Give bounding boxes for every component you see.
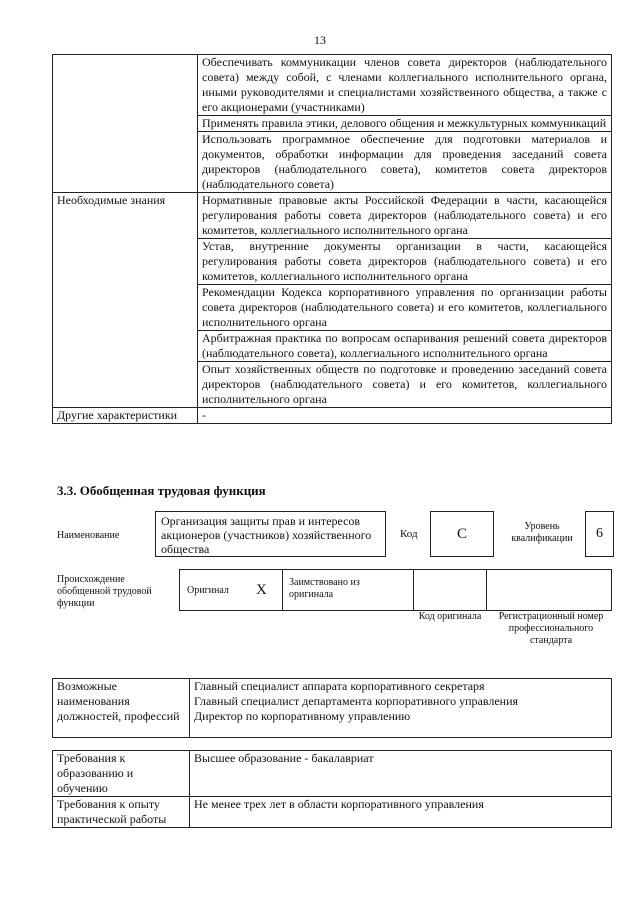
position-item: Директор по корпоративному управлению [194,709,411,723]
education-label: Требования к образованию и обучению [53,751,190,797]
skills-knowledge-table [52,54,612,424]
knowledge-item: Рекомендации Кодекса корпоративного управления по организации работы совета директоров (наблюдательного совета) и его комитетов, коллегиального исполнительного органа [198,285,612,331]
positions-table [52,678,612,738]
borrowed-box [282,569,414,611]
origin-label: Происхождение обобщенной трудовой функции [57,574,152,609]
code-value: C [456,525,467,542]
table-row [53,679,612,738]
code-label: Код [400,528,418,540]
original-label: Оригинал [187,585,229,596]
positions-list [190,679,612,738]
skill-item: Обеспечивать коммуникации членов совета директоров (наблюдательного совета) между собой, с членами коллегиального исполнительного органа, иными руководителями и специалистами хозяйственного общества, а также с его акционерами (участниками) [198,55,612,116]
function-name-value: Организация защиты прав и интересов акционеров (участников) хозяйственного общества [161,514,372,556]
table-row [53,55,612,116]
function-name-box [155,511,386,557]
table-row [53,751,612,797]
experience-value: Не менее трех лет в области корпоративного управления [190,797,612,828]
requirements-table [52,750,612,828]
original-code-box [413,569,487,611]
position-item: Главный специалист департамента корпоративного управления [194,694,519,708]
table-row [53,797,612,828]
code-box [430,511,494,557]
knowledge-item: Устав, внутренние документы организации в части, касающейся регулирования работы совета директоров (наблюдательного совета) и его комитетов, коллегиального исполнительного органа [198,239,612,285]
knowledge-item: Опыт хозяйственных обществ по подготовке и проведению заседаний совета директоров (наблюдательного совета) и его комитетов, коллегиального исполнительного органа [198,362,612,408]
knowledge-label: Необходимые знания [53,193,198,408]
qualification-level-value: 6 [596,526,603,541]
table-row [53,408,612,424]
other-characteristics-value: - [198,408,612,424]
qualification-level-box [585,511,614,557]
skill-item: Использовать программное обеспечение для подготовки материалов и документов, обработки информации для проведения заседаний совета директоров (наблюдательного совета), комитетов совета директоров (наблюдательного совета) [198,132,612,193]
other-characteristics-label: Другие характеристики [53,408,198,424]
borrowed-label: Заимствовано из оригинала [289,577,360,600]
education-value: Высшее образование - бакалавриат [190,751,612,797]
knowledge-item: Арбитражная практика по вопросам оспаривания решений совета директоров (наблюдательного совета), коллегиального исполнительного органа [198,331,612,362]
positions-label: Возможные наименования должностей, профессий [53,679,190,738]
experience-label: Требования к опыту практической работы [53,797,190,828]
original-mark: X [256,582,267,598]
original-code-label: Код оригинала [418,611,482,622]
function-name-label: Наименование [57,530,120,541]
registration-number-label: Регистрационный номер профессионального стандарта [498,611,604,646]
registration-number-box [486,569,612,611]
page-number: 13 [314,33,326,47]
table-row [53,193,612,239]
empty-label-cell [53,55,198,193]
original-box [179,569,283,611]
knowledge-item: Нормативные правовые акты Российской Федерации в части, касающейся регулирования работы совета директоров (наблюдательного совета) и его комитетов, коллегиального исполнительного органа [198,193,612,239]
skill-item: Применять правила этики, делового общения и межкультурных коммуникаций [198,116,612,132]
section-title: 3.3. Обобщенная трудовая функция [57,483,266,498]
position-item: Главный специалист аппарата корпоративного секретаря [194,679,485,693]
qualification-level-label: Уровень квалификации [511,521,573,544]
